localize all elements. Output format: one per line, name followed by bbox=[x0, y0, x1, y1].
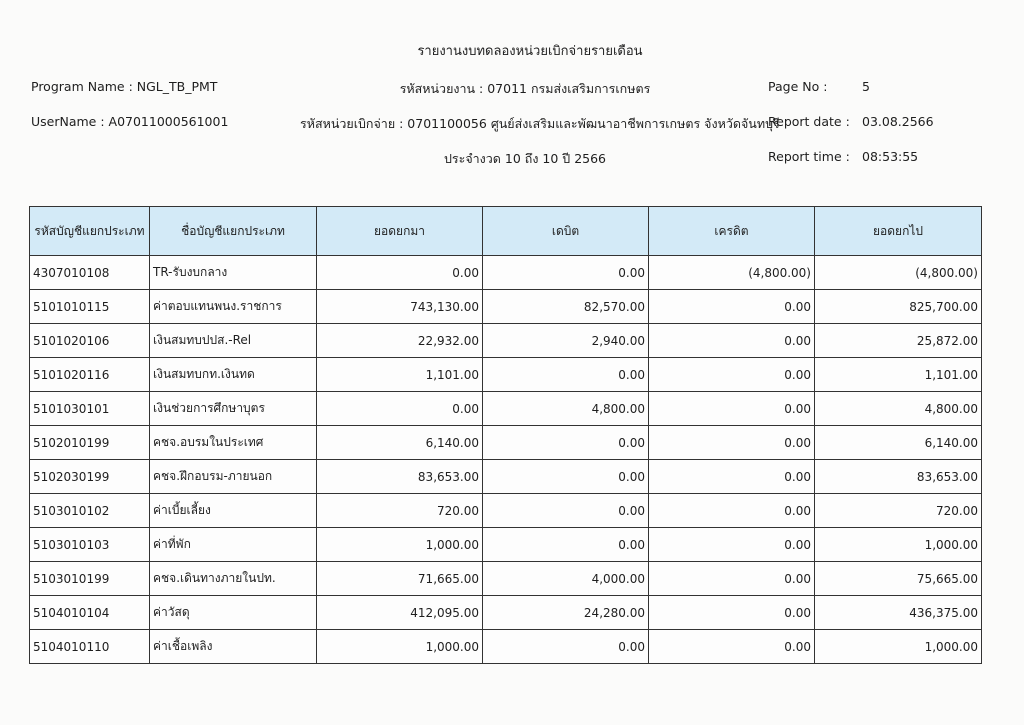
disbursing-unit: รหัสหน่วยเบิกจ่าย : 0701100056 ศูนย์ส่งเสริมและพัฒนาอาชีพการเกษตร จังหวัดจันทบุรี bbox=[300, 116, 780, 131]
cell-account-code: 5104010104 bbox=[30, 596, 150, 630]
cell-credit: 0.00 bbox=[649, 528, 815, 562]
cell-debit: 0.00 bbox=[483, 528, 649, 562]
cell-credit: 0.00 bbox=[649, 392, 815, 426]
cell-closing-balance: 825,700.00 bbox=[815, 290, 982, 324]
table-row bbox=[30, 392, 982, 426]
cell-account-code: 5101010115 bbox=[30, 290, 150, 324]
cell-opening-balance: 0.00 bbox=[317, 256, 483, 290]
page-no-value: 5 bbox=[862, 79, 870, 94]
col-header-debit: เดบิต bbox=[483, 207, 649, 256]
cell-opening-balance: 743,130.00 bbox=[317, 290, 483, 324]
agency-code: รหัสหน่วยงาน : 07011 กรมส่งเสริมการเกษตร bbox=[399, 81, 651, 96]
cell-account-code: 5103010199 bbox=[30, 562, 150, 596]
cell-debit: 0.00 bbox=[483, 358, 649, 392]
trial-balance-table bbox=[29, 206, 982, 664]
cell-account-code: 5104010110 bbox=[30, 630, 150, 664]
cell-debit: 0.00 bbox=[483, 426, 649, 460]
cell-credit: (4,800.00) bbox=[649, 256, 815, 290]
cell-opening-balance: 71,665.00 bbox=[317, 562, 483, 596]
table-row bbox=[30, 596, 982, 630]
cell-account-code: 5101020106 bbox=[30, 324, 150, 358]
cell-debit: 0.00 bbox=[483, 630, 649, 664]
cell-account-code: 5101030101 bbox=[30, 392, 150, 426]
cell-debit: 4,800.00 bbox=[483, 392, 649, 426]
report-period: ประจำงวด 10 ถึง 10 ปี 2566 bbox=[443, 151, 607, 166]
cell-debit: 2,940.00 bbox=[483, 324, 649, 358]
cell-credit: 0.00 bbox=[649, 460, 815, 494]
cell-account-name: ค่าเบี้ยเลี้ยง bbox=[150, 494, 317, 528]
col-header-opening-balance: ยอดยกมา bbox=[317, 207, 483, 256]
cell-account-name: คชจ.ฝึกอบรม-ภายนอก bbox=[150, 460, 317, 494]
cell-account-name: TR-รับงบกลาง bbox=[150, 256, 317, 290]
cell-account-code: 5103010103 bbox=[30, 528, 150, 562]
cell-opening-balance: 83,653.00 bbox=[317, 460, 483, 494]
report-title: รายงานงบทดลองหน่วยเบิกจ่ายรายเดือน bbox=[417, 44, 643, 59]
cell-debit: 0.00 bbox=[483, 460, 649, 494]
table-row bbox=[30, 426, 982, 460]
cell-opening-balance: 720.00 bbox=[317, 494, 483, 528]
cell-closing-balance: 1,101.00 bbox=[815, 358, 982, 392]
cell-closing-balance: 83,653.00 bbox=[815, 460, 982, 494]
cell-opening-balance: 412,095.00 bbox=[317, 596, 483, 630]
table-row bbox=[30, 256, 982, 290]
cell-account-name: ค่าตอบแทนพนง.ราชการ bbox=[150, 290, 317, 324]
cell-debit: 0.00 bbox=[483, 256, 649, 290]
cell-closing-balance: 6,140.00 bbox=[815, 426, 982, 460]
cell-closing-balance: 436,375.00 bbox=[815, 596, 982, 630]
cell-opening-balance: 1,101.00 bbox=[317, 358, 483, 392]
table-row bbox=[30, 562, 982, 596]
cell-closing-balance: 75,665.00 bbox=[815, 562, 982, 596]
table-row bbox=[30, 528, 982, 562]
cell-account-name: เงินช่วยการศึกษาบุตร bbox=[150, 392, 317, 426]
cell-credit: 0.00 bbox=[649, 290, 815, 324]
cell-debit: 0.00 bbox=[483, 494, 649, 528]
program-name: Program Name : NGL_TB_PMT bbox=[31, 79, 218, 94]
col-header-credit: เครดิต bbox=[649, 207, 815, 256]
report-time-label: Report time : bbox=[768, 149, 850, 164]
table-row bbox=[30, 494, 982, 528]
cell-account-name: ค่าที่พัก bbox=[150, 528, 317, 562]
cell-account-name: ค่าวัสดุ bbox=[150, 596, 317, 630]
col-header-closing-balance: ยอดยกไป bbox=[815, 207, 982, 256]
table-row bbox=[30, 324, 982, 358]
cell-opening-balance: 1,000.00 bbox=[317, 528, 483, 562]
table-header-row bbox=[30, 207, 982, 256]
cell-opening-balance: 6,140.00 bbox=[317, 426, 483, 460]
cell-closing-balance: 4,800.00 bbox=[815, 392, 982, 426]
cell-account-name: ค่าเชื้อเพลิง bbox=[150, 630, 317, 664]
cell-account-code: 4307010108 bbox=[30, 256, 150, 290]
cell-account-name: เงินสมทบกท.เงินทด bbox=[150, 358, 317, 392]
cell-closing-balance: 1,000.00 bbox=[815, 630, 982, 664]
cell-account-code: 5102030199 bbox=[30, 460, 150, 494]
username: UserName : A07011000561001 bbox=[31, 114, 229, 129]
cell-debit: 4,000.00 bbox=[483, 562, 649, 596]
cell-credit: 0.00 bbox=[649, 494, 815, 528]
cell-account-code: 5103010102 bbox=[30, 494, 150, 528]
cell-account-name: เงินสมทบปปส.-Rel bbox=[150, 324, 317, 358]
cell-account-name: คชจ.เดินทางภายในปท. bbox=[150, 562, 317, 596]
cell-opening-balance: 1,000.00 bbox=[317, 630, 483, 664]
table-row bbox=[30, 460, 982, 494]
cell-credit: 0.00 bbox=[649, 426, 815, 460]
table-row bbox=[30, 358, 982, 392]
cell-account-code: 5102010199 bbox=[30, 426, 150, 460]
report-date-value: 03.08.2566 bbox=[862, 114, 934, 129]
report-time-value: 08:53:55 bbox=[862, 149, 919, 164]
report-date-label: Report date : bbox=[768, 114, 850, 129]
cell-closing-balance: 25,872.00 bbox=[815, 324, 982, 358]
table-row bbox=[30, 290, 982, 324]
cell-debit: 24,280.00 bbox=[483, 596, 649, 630]
page-no-label: Page No : bbox=[768, 79, 828, 94]
cell-closing-balance: 1,000.00 bbox=[815, 528, 982, 562]
cell-credit: 0.00 bbox=[649, 630, 815, 664]
cell-closing-balance: (4,800.00) bbox=[815, 256, 982, 290]
cell-credit: 0.00 bbox=[649, 596, 815, 630]
cell-credit: 0.00 bbox=[649, 358, 815, 392]
cell-account-code: 5101020116 bbox=[30, 358, 150, 392]
cell-closing-balance: 720.00 bbox=[815, 494, 982, 528]
col-header-account-name: ชื่อบัญชีแยกประเภท bbox=[150, 207, 317, 256]
cell-opening-balance: 22,932.00 bbox=[317, 324, 483, 358]
cell-account-name: คชจ.อบรมในประเทศ bbox=[150, 426, 317, 460]
cell-credit: 0.00 bbox=[649, 562, 815, 596]
table-row bbox=[30, 630, 982, 664]
col-header-account-code: รหัสบัญชีแยกประเภท bbox=[30, 207, 150, 256]
cell-opening-balance: 0.00 bbox=[317, 392, 483, 426]
cell-debit: 82,570.00 bbox=[483, 290, 649, 324]
cell-credit: 0.00 bbox=[649, 324, 815, 358]
